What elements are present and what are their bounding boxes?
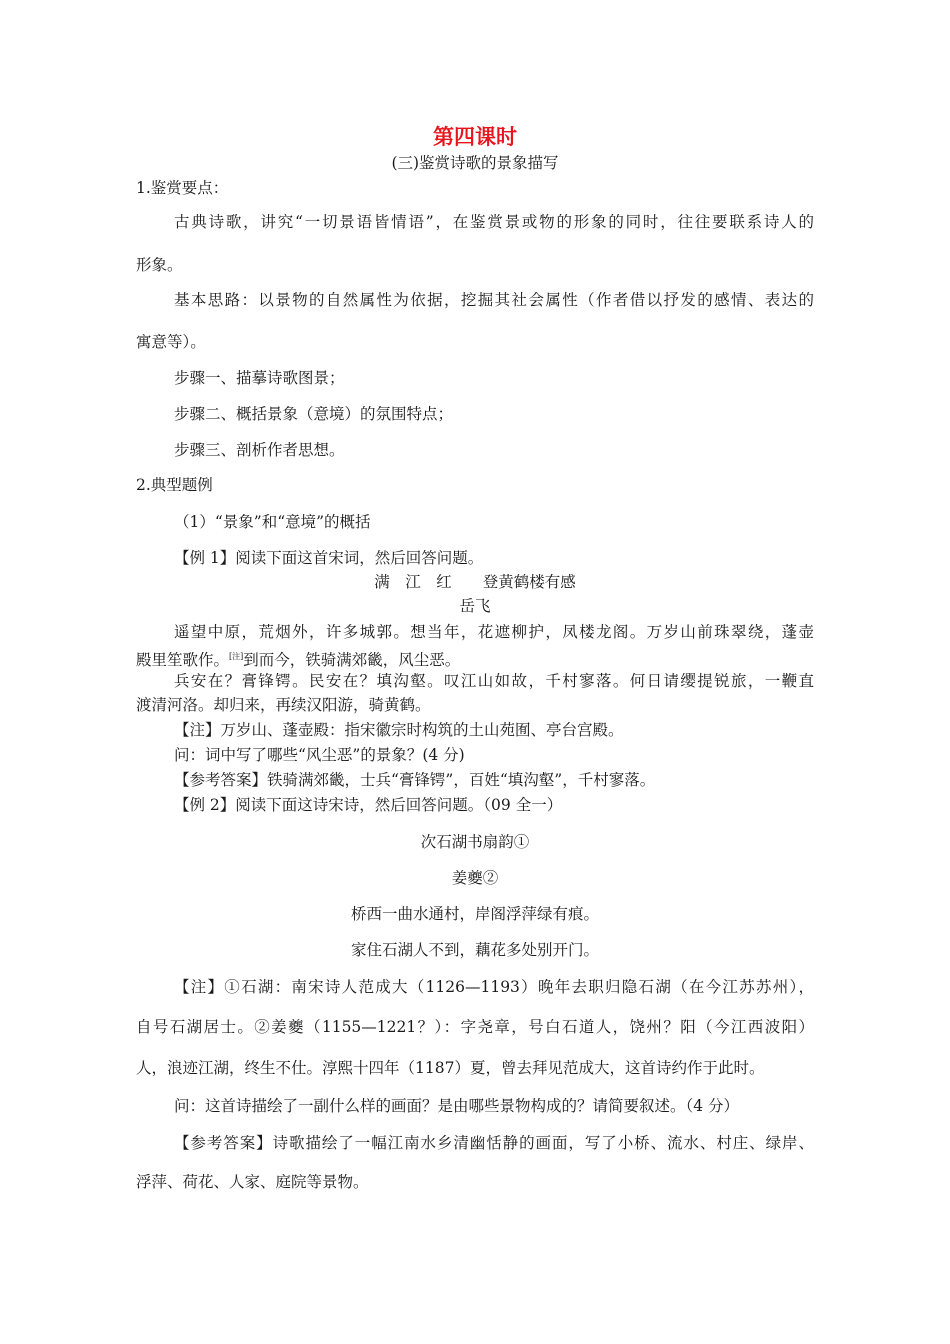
poem-note: 【注】①石湖：南宋诗人范成大（1126—1193）晚年去职归隐石湖（在今江苏苏州）， (174, 978, 814, 996)
section-1-heading: 1.鉴赏要点： (136, 179, 229, 197)
paragraph-text: 寓意等）。 (136, 333, 206, 351)
poem-author: 岳飞 (459, 597, 491, 615)
poem-title: 次石湖书扇韵① (420, 833, 530, 851)
poem-note: 自号石湖居士。②姜夔（1155—1221？）：字尧章，号白石道人，饶州？阳（今江西波阳） (136, 1018, 814, 1036)
example-2-intro: 【例 2】阅读下面这诗宋诗，然后回答问题。（09 全一） (174, 796, 563, 814)
question-text: 问：这首诗描绘了一副什么样的画面？是由哪些景物构成的？请简要叙述。（4 分） (174, 1097, 740, 1115)
example-1-intro: 【例 1】阅读下面这首宋词，然后回答问题。 (174, 549, 484, 567)
paragraph-text: 形象。 (136, 256, 183, 274)
page-subtitle: (三)鉴赏诗歌的景象描写 (391, 154, 559, 172)
section-2-heading: 2.典型题例 (136, 476, 213, 494)
poem-text: 渡清河洛。却归来，再续汉阳游，骑黄鹤。 (136, 696, 431, 714)
answer-text: 【参考答案】诗歌描绘了一幅江南水乡清幽恬静的画面，写了小桥、流水、村庄、绿岸、 (174, 1134, 814, 1152)
poem-text: 遥望中原，荒烟外，许多城郭。想当年，花遮柳护，凤楼龙阁。万岁山前珠翠绕，蓬壶 (174, 623, 814, 641)
answer-text: 【参考答案】铁骑满郊畿，士兵“膏锋锷”，百姓“填沟壑”，千村寥落。 (174, 771, 656, 789)
poem-note: 【注】万岁山、蓬壶殿：指宋徽宗时构筑的土山苑囿、亭台宫殿。 (174, 721, 624, 739)
step-item: 步骤二、概括景象（意境）的氛围特点； (174, 405, 454, 423)
question-text: 问：词中写了哪些“风尘恶”的景象？(4 分) (174, 746, 465, 764)
step-item: 步骤三、剖析作者思想。 (174, 441, 345, 459)
subsection-heading: （1）“景象”和“意境”的概括 (174, 513, 371, 531)
poem-title: 满 江 红 登黄鹤楼有感 (374, 573, 576, 591)
step-item: 步骤一、描摹诗歌图景； (174, 369, 345, 387)
poem-line: 家住石湖人不到，藕花多处别开门。 (350, 941, 599, 959)
poem-note: 人，浪迹江湖，终生不仕。淳熙十四年（1187）夏，曾去拜见范成大，这首诗约作于此时。 (136, 1059, 765, 1077)
paragraph-text: 基本思路：以景物的自然属性为依据，挖掘其社会属性（作者借以抒发的感情、表达的 (174, 291, 814, 309)
page-title: 第四课时 (433, 124, 517, 149)
footnote-marker: [注] (229, 652, 244, 661)
poem-line: 桥西一曲水通村，岸阁浮萍绿有痕。 (350, 905, 599, 923)
paragraph-text: 古典诗歌，讲究“一切景语皆情语”，在鉴赏景或物的形象的同时，往往要联系诗人的 (174, 213, 814, 231)
poem-text: 殿里笙歌作。[注]到而今，铁骑满郊畿，风尘恶。 (136, 651, 461, 670)
answer-text: 浮萍、荷花、人家、庭院等景物。 (136, 1173, 369, 1191)
poem-text: 兵安在？膏锋锷。民安在？填沟壑。叹江山如故，千村寥落。何日请缨提锐旅，一鞭直 (174, 672, 814, 690)
poem-author: 姜夔② (451, 869, 499, 887)
